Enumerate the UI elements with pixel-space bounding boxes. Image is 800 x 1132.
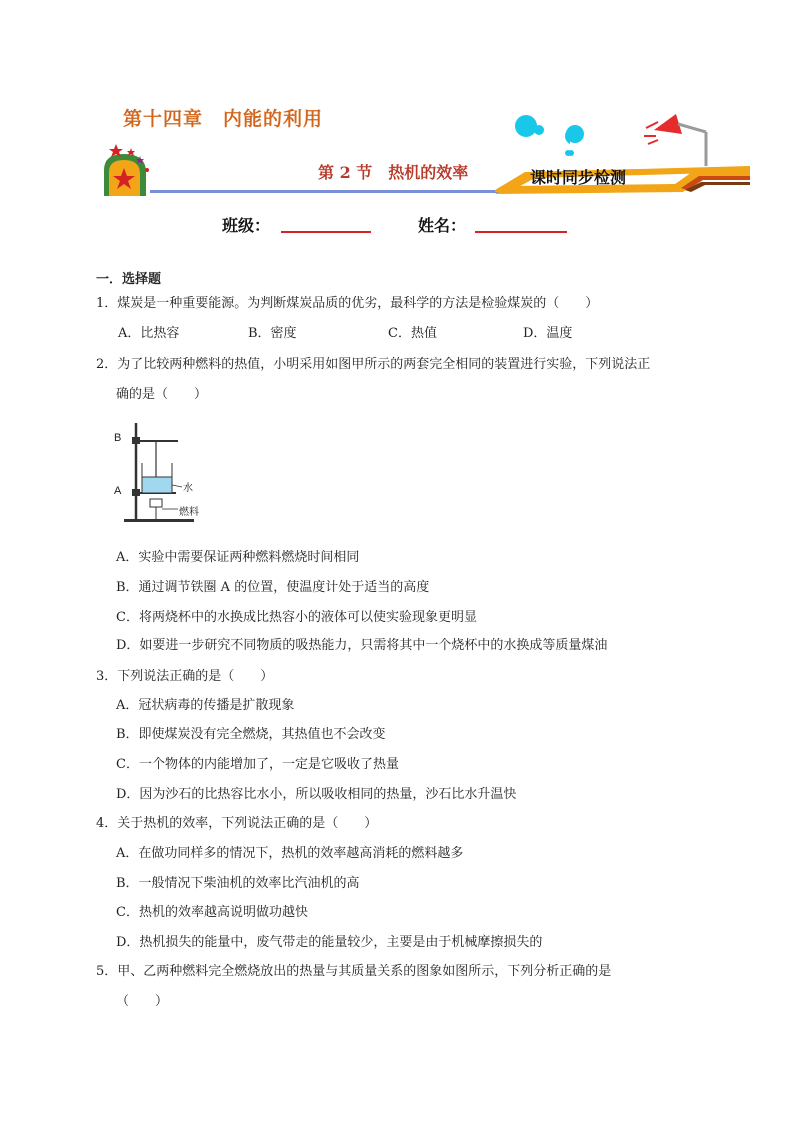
- question-2-stem-line2: 确的是（ ）: [116, 387, 208, 402]
- name-label: 姓名：: [418, 216, 467, 235]
- header-divider: [150, 190, 500, 193]
- q1-option-b: B．密度: [248, 326, 297, 341]
- banner-label: 课时同步检测: [530, 168, 627, 187]
- q3-option-c: C．一个物体的内能增加了，一定是它吸收了热量: [116, 757, 399, 772]
- section-title: 第 2 节 热机的效率: [318, 163, 469, 182]
- label-a: A: [114, 485, 122, 497]
- q3-option-a: A．冠状病毒的传播是扩散现象: [116, 698, 295, 713]
- apparatus-drawing: [112, 415, 222, 527]
- star-hill-icon: [96, 140, 156, 198]
- question-3-stem: 3．下列说法正确的是（ ）: [96, 669, 274, 684]
- label-b: B: [114, 432, 122, 444]
- question-1-stem: 1．煤炭是一种重要能源。为判断煤炭品质的优劣，最科学的方法是检验煤炭的（ ）: [96, 296, 599, 311]
- question-4-stem: 4．关于热机的效率，下列说法正确的是（ ）: [96, 816, 378, 831]
- question-5-stem-line2: （ ）: [116, 994, 169, 1009]
- class-field[interactable]: [281, 231, 371, 233]
- q2-option-a: A．实验中需要保证两种燃料燃烧时间相同: [116, 550, 360, 565]
- label-fuel: 燃料: [179, 507, 199, 518]
- q2-option-c: C．将两烧杯中的水换成比热容小的液体可以使实验现象更明显: [116, 610, 477, 625]
- q4-option-b: B．一般情况下柴油机的效率比汽油机的高: [116, 876, 360, 891]
- q1-option-d: D．温度: [523, 326, 573, 341]
- chapter-title: 第十四章 内能的利用: [123, 108, 324, 130]
- q3-option-b: B．即使煤炭没有完全燃烧，其热值也不会改变: [116, 727, 386, 742]
- apparatus-figure: [112, 415, 222, 527]
- q1-option-a: A．比热容: [118, 326, 180, 341]
- bubbles-icon: [555, 118, 595, 160]
- q2-option-b: B．通过调节铁圈 A 的位置，使温度计处于适当的高度: [116, 580, 430, 595]
- section-heading: 一．选择题: [96, 272, 162, 287]
- q4-option-a: A．在做功同样多的情况下，热机的效率越高消耗的燃料越多: [116, 846, 464, 861]
- question-2-stem-line1: 2．为了比较两种燃料的热值，小明采用如图甲所示的两套完全相同的装置进行实验，下列说法正: [96, 357, 651, 372]
- q4-option-c: C．热机的效率越高说明做功越快: [116, 905, 308, 920]
- question-5-stem-line1: 5．甲、乙两种燃料完全燃烧放出的热量与其质量关系的图象如图所示，下列分析正确的是: [96, 964, 612, 979]
- q4-option-d: D．热机损失的能量中，废气带走的能量较少，主要是由于机械摩擦损失的: [116, 935, 543, 950]
- q2-option-d: D．如要进一步研究不同物质的吸热能力，只需将其中一个烧杯中的水换成等质量煤油: [116, 638, 608, 653]
- q3-option-d: D．因为沙石的比热容比水小，所以吸收相同的热量，沙石比水升温快: [116, 787, 517, 802]
- class-label: 班级：: [222, 216, 271, 235]
- q1-option-c: C．热值: [388, 326, 437, 341]
- label-water: 水: [183, 483, 193, 494]
- name-field[interactable]: [475, 231, 567, 233]
